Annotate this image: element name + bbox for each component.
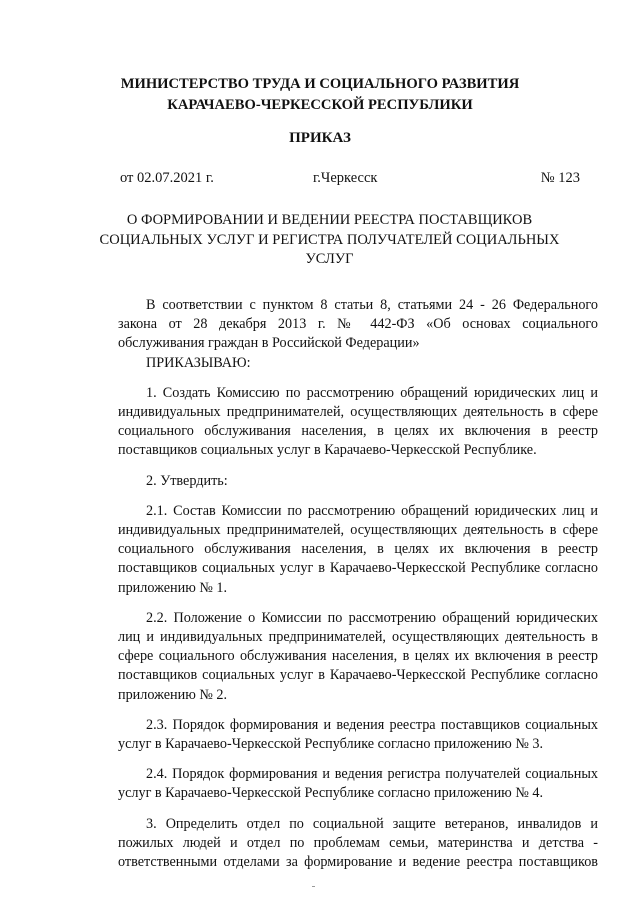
ministry-name bbox=[60, 74, 580, 116]
item-2: 2. Утвердить: bbox=[146, 472, 228, 489]
scan-speck bbox=[312, 886, 315, 887]
order-city: г.Черкесск bbox=[313, 170, 378, 186]
item-3: 3. Определить отдел по социальной защите ветеранов, инвалидов и пожилых людей и отдел по проблемам семьи, материнства и детства - ответственными отделами за формирование и ведение реестра поставщиков bbox=[118, 815, 598, 871]
item-1: 1. Создать Комиссию по рассмотрению обращений юридических лиц и индивидуальных предпринимателей, осуществляющих деятельность в сфере социального обслуживания населения, в целях их включения в реестр поставщиков социальных услуг в Карачаево-Черкесской Республике. bbox=[118, 384, 598, 459]
document-body bbox=[118, 296, 598, 872]
item-2-1: 2.1. Состав Комиссии по рассмотрению обращений юридических лиц и индивидуальных предпринимателей, осуществляющих деятельность в сфере социального обслуживания населения, в целях их включения в реестр поставщиков социальных услуг в Карачаево-Черкесской Республике согласно приложению № 1. bbox=[118, 502, 598, 596]
order-word: ПРИКАЗЫВАЮ: bbox=[146, 354, 251, 371]
ministry-line-2: КАРАЧАЕВО-ЧЕРКЕССКОЙ РЕСПУБЛИКИ bbox=[167, 97, 473, 113]
order-number: № 123 bbox=[540, 170, 580, 186]
document-title: О ФОРМИРОВАНИИ И ВЕДЕНИИ РЕЕСТРА ПОСТАВЩИКОВ СОЦИАЛЬНЫХ УСЛУГ И РЕГИСТРА ПОЛУЧАТЕЛЕЙ СОЦИАЛЬНЫХ УСЛУГ bbox=[99, 212, 560, 267]
preamble: В соответствии с пунктом 8 статьи 8, статьями 24 - 26 Федерального закона от 28 декабря 2013 г. № 442-ФЗ «Об основах социального обслуживания граждан в Российской Федерации» bbox=[118, 297, 598, 352]
item-2-4: 2.4. Порядок формирования и ведения регистра получателей социальных услуг в Карачаево-Черкесской Республике согласно приложению № 4. bbox=[118, 766, 598, 802]
item-2-3: 2.3. Порядок формирования и ведения реестра поставщиков социальных услуг в Карачаево-Черкесской Республике согласно приложению № 3. bbox=[118, 716, 598, 753]
item-2-2: 2.2. Положение о Комиссии по рассмотрению обращений юридических лиц и индивидуальных предпринимателей, осуществляющих деятельность в сфере социального обслуживания населения, в целях их включения в реестр поставщиков социальных услуг в Карачаево-Черкесской Республике согласно приложению № 2. bbox=[118, 609, 598, 703]
order-date: от 02.07.2021 г. bbox=[120, 170, 214, 186]
document-type: ПРИКАЗ bbox=[289, 130, 351, 146]
ministry-line-1: МИНИСТЕРСТВО ТРУДА И СОЦИАЛЬНОГО РАЗВИТИЯ bbox=[120, 76, 520, 92]
